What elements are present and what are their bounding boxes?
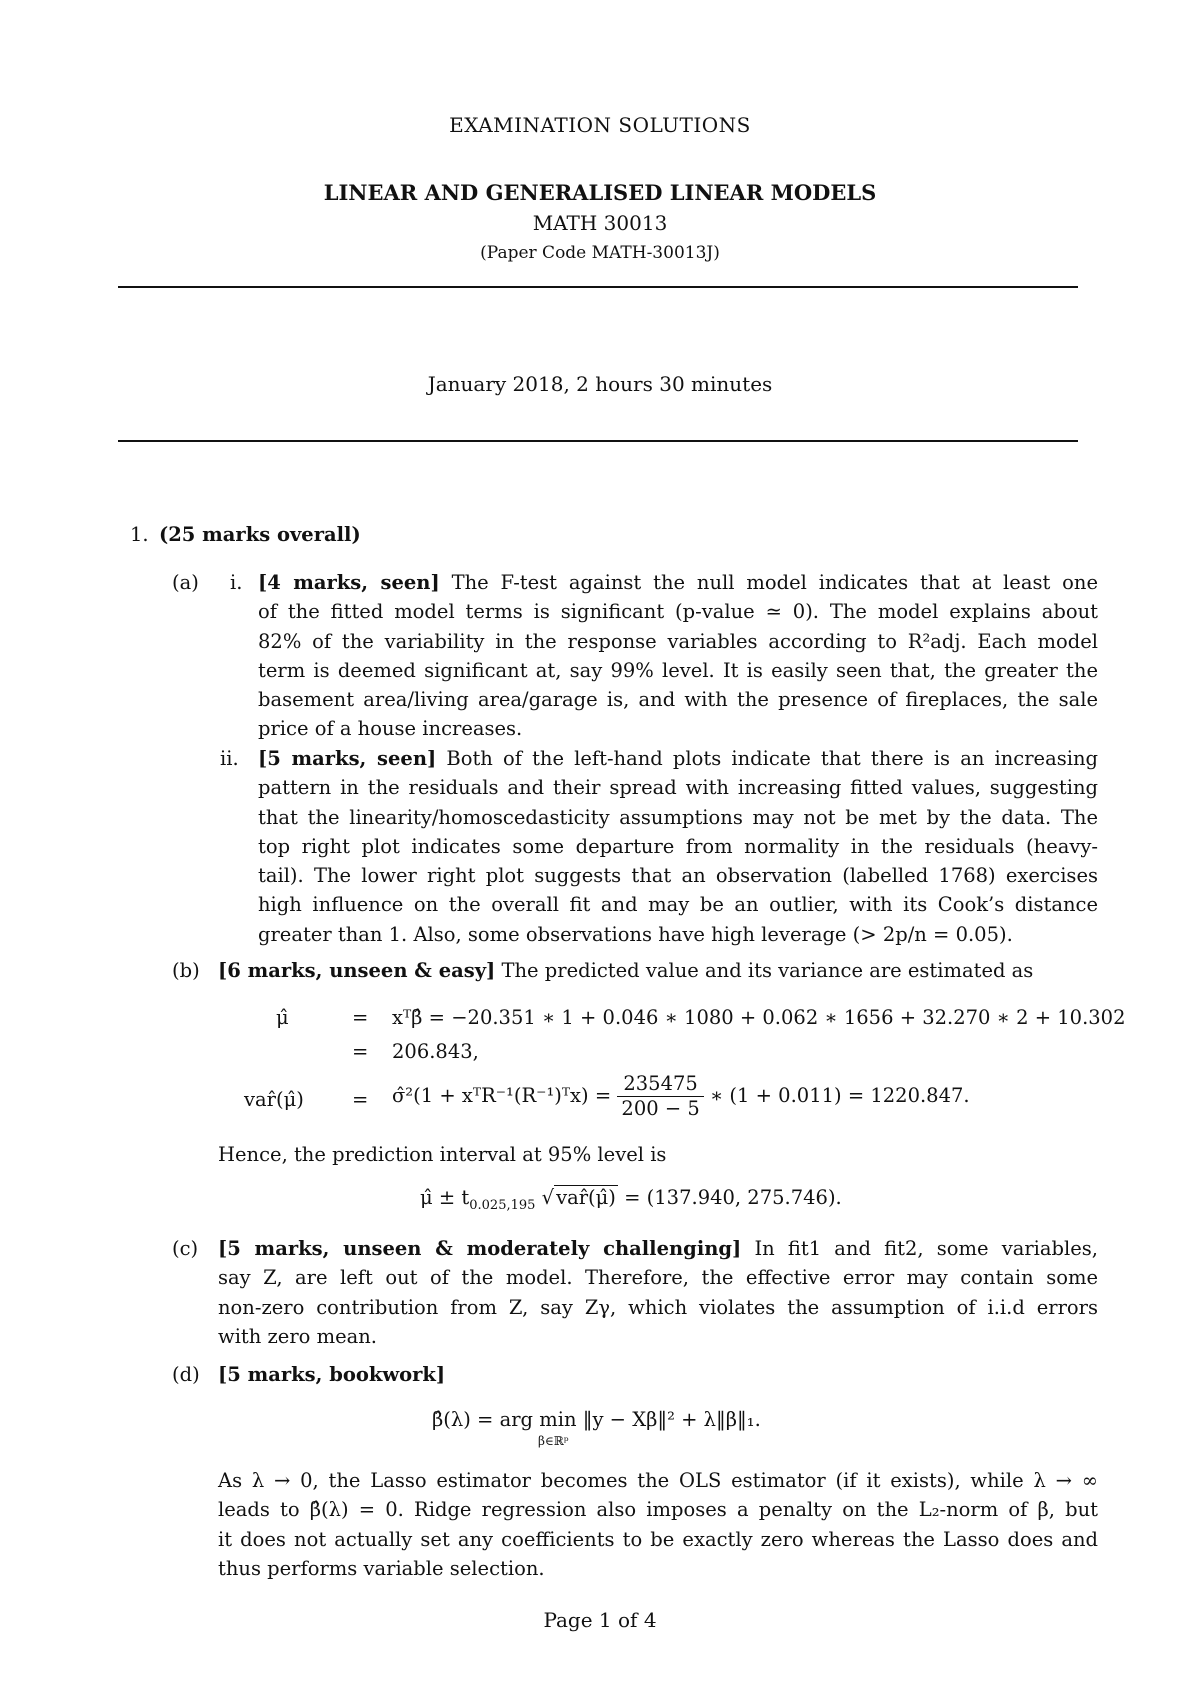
course-code: MATH 30013 (532, 211, 668, 235)
exam-date: January 2018, 2 hours 30 minutes (427, 372, 773, 396)
interval-rhs: = (137.940, 275.746). (624, 1186, 842, 1209)
part-a-ii-marks: [5 marks, seen] (258, 747, 437, 770)
part-c-line: say Z, are left out of the model. Therefore, the effective error may contain some (218, 1266, 1098, 1290)
course-title: LINEAR AND GENERALISED LINEAR MODELS (323, 180, 877, 205)
eq3-fraction (617, 1072, 703, 1121)
part-a-i-line: price of a house increases. (258, 717, 523, 741)
prediction-interval (420, 1186, 842, 1213)
part-b-marks: [6 marks, unseen & easy] (218, 959, 496, 982)
part-c-label: (c) (172, 1237, 199, 1260)
part-a-i-text (258, 568, 1098, 744)
question-number: 1. (130, 523, 149, 546)
part-a-i-line: 82% of the variability in the response variables according to R²adj. Each model (258, 629, 1098, 653)
part-b-label: (b) (172, 959, 200, 982)
eq1-rhs: xᵀβ̂ = −20.351 ∗ 1 + 0.046 ∗ 1080 + 0.062 ∗ 1656 + 32.270 ∗ 2 + 10.302 (392, 1006, 1126, 1029)
eq2-equals: = (352, 1040, 369, 1063)
eq3-lhs: var̂(μ̂) (244, 1088, 304, 1111)
part-d-marks: [5 marks, bookwork] (218, 1363, 446, 1386)
part-d-line: thus performs variable selection. (218, 1556, 545, 1580)
part-b-hence (218, 1140, 1098, 1169)
question-marks: (25 marks overall) (159, 523, 361, 546)
divider-bottom (118, 440, 1078, 442)
part-a-i-label: i. (230, 571, 243, 594)
part-c-line: with zero mean. (218, 1324, 378, 1348)
part-d-heading (218, 1360, 1098, 1389)
part-a-ii-line: Both of the left-hand plots indicate that there is an increasing (446, 747, 1098, 770)
lasso-equation-sub: β∈ℝᵖ (538, 1434, 569, 1448)
part-b-intro (218, 956, 1098, 985)
part-a-ii-line: tail). The lower right plot suggests that an observation (labelled 1768) exercises (258, 864, 1098, 888)
part-a-i-line: of the fitted model terms is significant (p-value ≃ 0). The model explains about (258, 600, 1098, 624)
part-a-ii-text (258, 744, 1098, 949)
hence-line: Hence, the prediction interval at 95% level is (218, 1143, 667, 1166)
eq3-rhs-b: ∗ (1 + 0.011) = 1220.847. (709, 1084, 970, 1107)
part-c-text (218, 1234, 1098, 1351)
part-d-text (218, 1466, 1098, 1583)
part-a-i-line: The F-test against the null model indicates that at least one (451, 571, 1099, 594)
eq1-lhs: μ̂ (276, 1006, 289, 1029)
exam-title: EXAMINATION SOLUTIONS (449, 113, 751, 137)
part-b-intro-text: The predicted value and its variance are estimated as (501, 959, 1034, 982)
page-number: Page 1 of 4 (543, 1608, 657, 1632)
part-d-line: leads to β̂(λ) = 0. Ridge regression also imposes a penalty on the L₂-norm of β, but (218, 1498, 1098, 1522)
part-d-line: As λ → 0, the Lasso estimator becomes the OLS estimator (if it exists), while λ → ∞ (218, 1469, 1098, 1492)
interval-sub: 0.025,195 (469, 1197, 536, 1213)
part-c-marks: [5 marks, unseen & moderately challenging] (218, 1237, 742, 1260)
lasso-equation: β̂(λ) = arg min ‖y − Xβ‖² + λ‖β‖₁. (432, 1408, 761, 1431)
part-a-ii-line: top right plot indicates some departure from normality in the residuals (heavy- (258, 834, 1098, 858)
eq3-numerator: 235475 (617, 1072, 703, 1097)
part-a-label: (a) (172, 571, 199, 594)
part-c-line: non-zero contribution from Z, say Zγ, which violates the assumption of i.i.d errors (218, 1295, 1098, 1319)
eq3-equals: = (352, 1088, 369, 1111)
sqrt-sign: √ (541, 1186, 555, 1209)
part-a-i-line: basement area/living area/garage is, and with the presence of fireplaces, the sale (258, 688, 1098, 712)
part-a-ii-line: high influence on the overall fit and may be an outlier, with its Cook’s distance (258, 893, 1098, 917)
eq2-rhs: 206.843, (392, 1040, 479, 1063)
eq3-denominator: 200 − 5 (621, 1097, 700, 1120)
eq3-rhs-a: σ̂²(1 + xᵀR⁻¹(R⁻¹)ᵀx) = (392, 1084, 612, 1107)
eq3-rhs (392, 1072, 970, 1121)
part-d-line: it does not actually set any coefficients to be exactly zero whereas the Lasso does and (218, 1527, 1098, 1551)
part-a-ii-label: ii. (220, 747, 239, 770)
part-a-i-marks: [4 marks, seen] (258, 571, 440, 594)
part-c-line: In fit1 and fit2, some variables, (754, 1237, 1098, 1260)
part-a-ii-line: pattern in the residuals and their spread with increasing fitted values, suggesting (258, 776, 1098, 800)
interval-lhs: μ̂ ± t (420, 1186, 470, 1209)
divider-top (118, 286, 1078, 288)
paper-code: (Paper Code MATH-30013J) (480, 243, 720, 263)
part-a-ii-line: greater than 1. Also, some observations have high leverage (> 2p/n = 0.05). (258, 922, 1013, 946)
eq1-equals: = (352, 1006, 369, 1029)
part-d-label: (d) (172, 1363, 200, 1386)
part-a-ii-line: that the linearity/homoscedasticity assumptions may not be met by the data. The (258, 805, 1098, 829)
part-a-i-line: term is deemed significant at, say 99% level. It is easily seen that, the greater the (258, 658, 1098, 682)
interval-sqrt: var̂(μ̂) (556, 1186, 616, 1209)
